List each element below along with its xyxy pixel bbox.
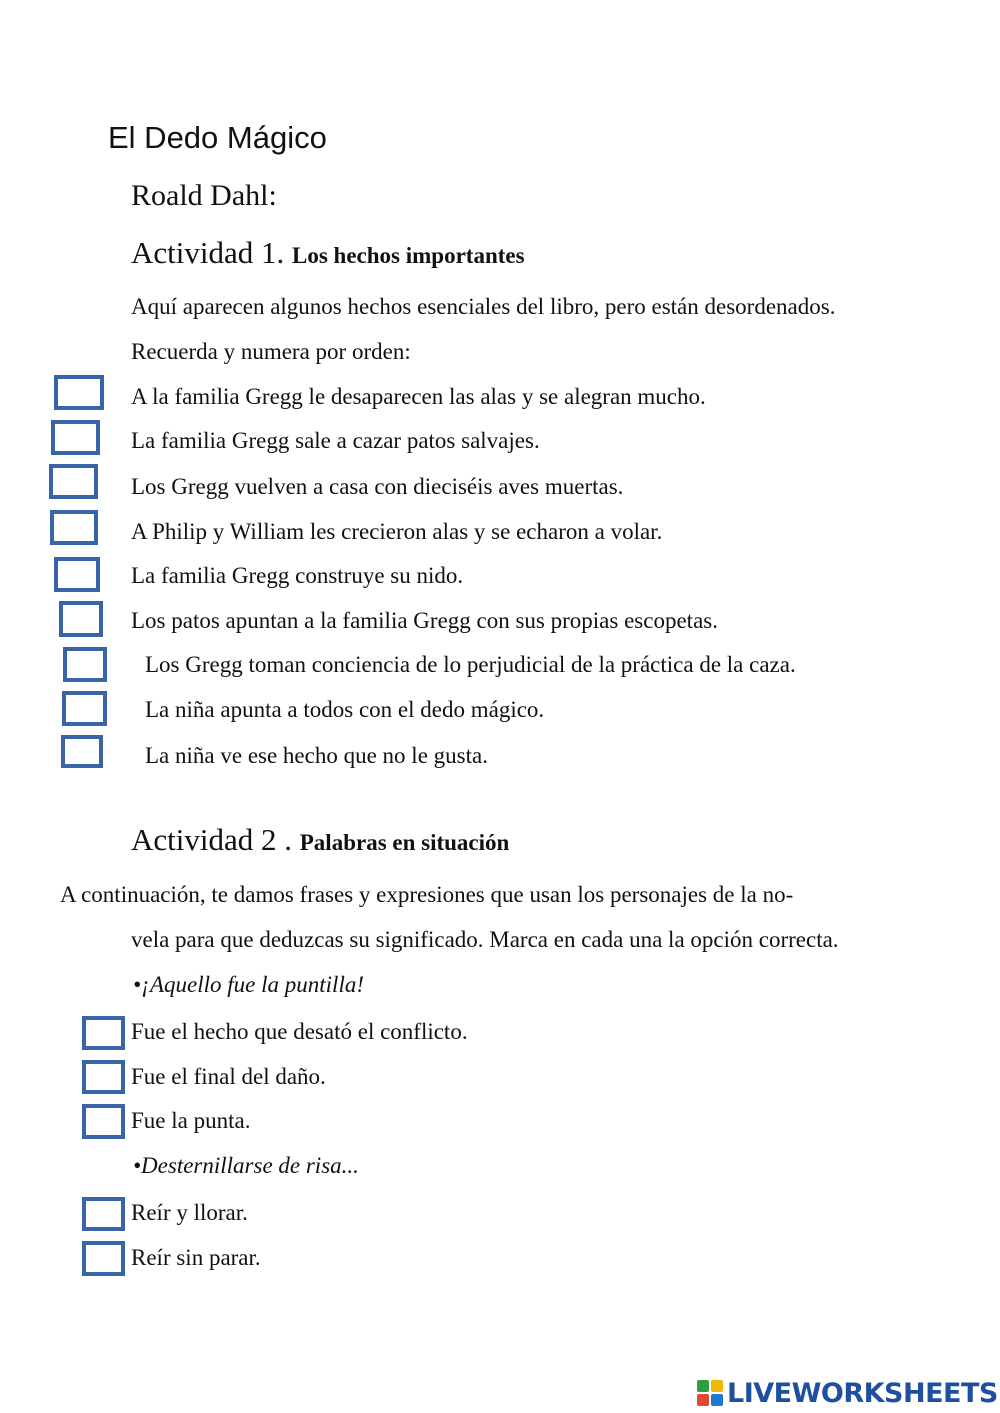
- liveworksheets-logo-text: LIVEWORKSHEETS: [727, 1377, 998, 1409]
- activity1-instruction-1: Aquí aparecen algunos hechos esenciales del libro, pero están desordenados.: [131, 294, 836, 319]
- event-item: A la familia Gregg le desaparecen las alas y se alegran mucho.: [131, 384, 706, 409]
- order-box[interactable]: [63, 647, 107, 682]
- author: Roald Dahl:: [131, 179, 277, 212]
- page-title: El Dedo Mágico: [108, 120, 327, 155]
- order-box[interactable]: [54, 375, 104, 410]
- activity1-subheading: Los hechos importantes: [292, 243, 525, 268]
- option-checkbox[interactable]: [82, 1060, 125, 1094]
- activity2-instruction-1: A continuación, te damos frases y expresiones que usan los personajes de la no-: [60, 882, 794, 907]
- option-label: Fue el final del daño.: [131, 1064, 326, 1089]
- event-item: La niña ve ese hecho que no le gusta.: [145, 743, 488, 768]
- event-item: La familia Gregg construye su nido.: [131, 563, 464, 588]
- order-box[interactable]: [62, 691, 107, 726]
- activity2-heading: [131, 822, 509, 858]
- event-item: Los Gregg vuelven a casa con dieciséis aves muertas.: [131, 474, 624, 499]
- option-checkbox[interactable]: [82, 1241, 125, 1276]
- option-label: Reír y llorar.: [131, 1200, 248, 1225]
- order-box[interactable]: [50, 510, 98, 545]
- option-label: Reír sin parar.: [131, 1245, 261, 1270]
- order-box[interactable]: [59, 601, 103, 637]
- question-prompt: •¡Aquello fue la puntilla!: [133, 972, 364, 997]
- event-item: Los Gregg toman conciencia de lo perjudicial de la práctica de la caza.: [145, 652, 796, 677]
- order-box[interactable]: [61, 735, 103, 768]
- order-box[interactable]: [49, 464, 98, 499]
- activity1-heading: [131, 235, 525, 271]
- option-checkbox[interactable]: [82, 1104, 125, 1139]
- liveworksheets-logo-icon: [697, 1378, 725, 1408]
- option-checkbox[interactable]: [82, 1197, 125, 1231]
- activity1-instruction-2: Recuerda y numera por orden:: [131, 339, 411, 364]
- activity2-subheading: Palabras en situación: [299, 830, 510, 855]
- option-label: Fue la punta.: [131, 1108, 251, 1133]
- event-item: La familia Gregg sale a cazar patos salvajes.: [131, 428, 540, 453]
- option-checkbox[interactable]: [82, 1016, 125, 1050]
- activity2-instruction-2: vela para que deduzcas su significado. Marca en cada una la opción correcta.: [131, 927, 839, 952]
- order-box[interactable]: [54, 557, 100, 592]
- event-item: A Philip y William les crecieron alas y se echaron a volar.: [131, 519, 663, 544]
- order-box[interactable]: [51, 420, 100, 455]
- option-label: Fue el hecho que desató el conflicto.: [131, 1019, 468, 1044]
- activity1-heading-label: Actividad 1.: [131, 235, 285, 270]
- activity2-heading-label: Actividad 2 .: [131, 822, 292, 857]
- question-prompt: •Desternillarse de risa...: [133, 1153, 359, 1178]
- event-item: Los patos apuntan a la familia Gregg con sus propias escopetas.: [131, 608, 718, 633]
- event-item: La niña apunta a todos con el dedo mágico.: [145, 697, 545, 722]
- liveworksheets-logo: [697, 1376, 998, 1410]
